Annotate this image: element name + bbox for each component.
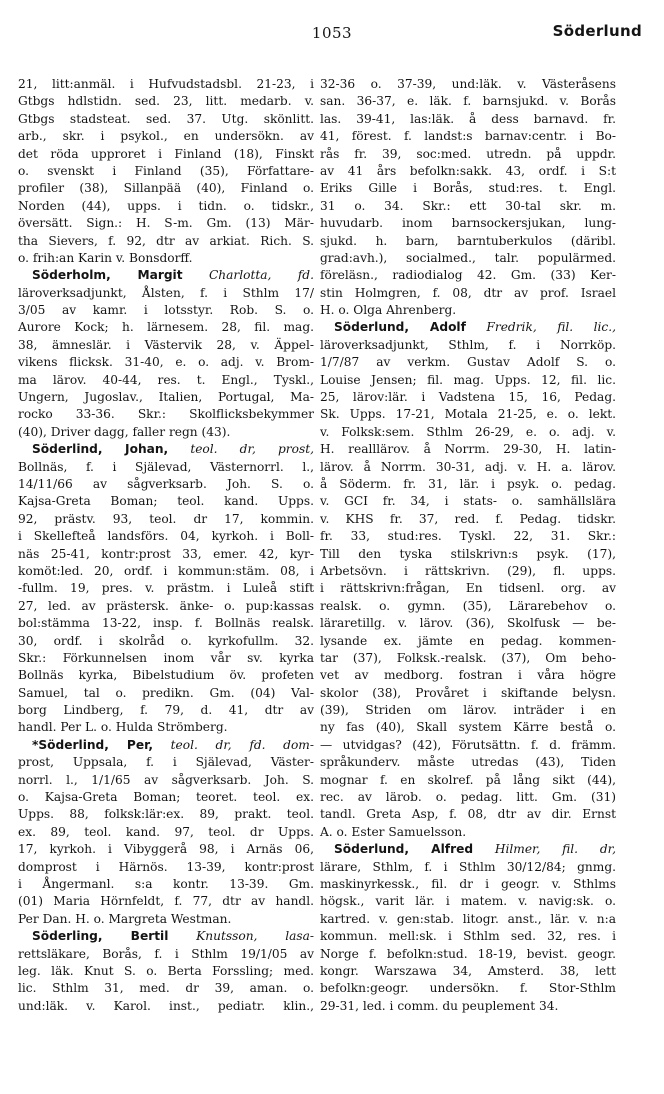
line-text: lysande ex. jämte en pedag. kommen- (320, 633, 616, 648)
entry-title-cont: lasa- (285, 929, 314, 944)
text-line (18, 859, 314, 876)
text-line (320, 737, 616, 754)
text-line (18, 876, 314, 893)
text-line (18, 685, 314, 702)
line-text: mognar f. en skolref. på lång sikt (44), (320, 772, 616, 787)
line-text: näs 25-41, kontr:prost 33, emer. 42, kyr- (18, 546, 314, 561)
line-text: 41, förest. f. landst:s barnav:centr. i Bo- (320, 129, 616, 144)
text-line (320, 215, 616, 232)
text-line (320, 563, 616, 580)
line-text: i rättskrivn:frågan, En tidsenl. org. av (320, 581, 616, 596)
line-text: i Ångermanl. s:a kontr. 13-39. Gm. (18, 876, 314, 891)
text-line (320, 928, 616, 945)
text-line (320, 667, 616, 684)
text-line (18, 198, 314, 215)
text-line (18, 528, 314, 545)
line-text: kartred. v. gen:stab. litogr. anst., lär. v. n:a (320, 911, 616, 926)
text-line (320, 424, 616, 441)
line-text: läraretillg. v. lärov. (36), Skolfusk — be- (320, 616, 616, 631)
text-line (18, 580, 314, 597)
line-text: komöt:led. 20, ordf. i kommun:stäm. 08, i (18, 563, 314, 578)
text-line (320, 702, 616, 719)
line-text: kongr. Warszawa 34, Amsterd. 38, lett (320, 963, 616, 978)
text-line (320, 128, 616, 145)
line-text: lärare, Sthlm, f. i Sthlm 30/12/84; gnmg. (320, 859, 616, 874)
text-line (18, 215, 314, 232)
text-line (18, 424, 314, 441)
text-line (320, 806, 616, 823)
line-text: tandl. Greta Asp, f. 08, dtr av dir. Ernst (320, 807, 616, 822)
text-line (320, 476, 616, 493)
line-text: rocko 33-36. Skr.: Skolflicksbekymmer (18, 407, 314, 422)
line-text: H. o. Olga Ahrenberg. (320, 303, 457, 318)
line-text: befolkn:geogr. undersökn. f. Stor-Sthlm (320, 981, 616, 996)
line-text: o. svenskt i Finland (35), Författare- (18, 163, 314, 178)
line-text: språkunderv. måste utredas (43), Tiden (320, 755, 616, 770)
line-text: Till den tyska stilskrivn:s psyk. (17), (320, 546, 616, 561)
text-line (18, 633, 314, 650)
line-text: läroverksadjunkt, Ålsten, f. i Sthlm 17/ (18, 285, 314, 300)
text-line (320, 946, 616, 963)
line-text: det röda upproret i Finland (18), Finskt (18, 146, 314, 161)
text-line (18, 441, 314, 458)
line-text: Louise Jensen; fil. mag. Upps. 12, fil. lic. (320, 372, 616, 387)
line-text: Samuel, tal o. predikn. Gm. (04) Val- (18, 685, 314, 700)
line-text: högsk., varit lär. i matem. v. navig:sk. o. (320, 894, 616, 909)
text-line (320, 163, 616, 180)
text-line (18, 667, 314, 684)
text-line (320, 233, 616, 250)
text-line (320, 893, 616, 910)
line-text: o. Kajsa-Greta Boman; teoret. teol. ex. (18, 790, 314, 805)
line-text: föreläsn., radiodialog 42. Gm. (33) Ker- (320, 268, 616, 283)
text-line (18, 267, 314, 284)
entry-heading: *Söderlind, Per, (32, 737, 153, 752)
text-line (18, 928, 314, 945)
text-line (320, 285, 616, 302)
text-line (18, 493, 314, 510)
line-text: lärov. å Norrm. 30-31, adj. v. H. a. lärov. (320, 459, 616, 474)
text-line (320, 146, 616, 163)
entry-heading: Söderholm, Margit (32, 268, 183, 283)
line-text: tar (37), Folksk.-realsk. (37), Om beho- (320, 650, 616, 665)
text-line (320, 111, 616, 128)
page-number: 1053 (311, 24, 353, 42)
text-line (18, 615, 314, 632)
line-text: (39), Striden om lärov. inträder i en (320, 703, 616, 718)
line-text: 25, lärov:lär. i Vadstena 15, 16, Pedag. (320, 390, 616, 405)
line-text: realsk. o. gymn. (35), Lärarebehov o. (320, 598, 616, 613)
line-text: Arbetsövn. i rättskrivn. (29), fl. upps. (320, 563, 616, 578)
line-text: 17, kyrkoh. i Vibyggerå 98, i Arnäs 06, (18, 842, 314, 857)
entry-title-cont: fd. (297, 268, 314, 283)
text-line (18, 650, 314, 667)
text-line (18, 285, 314, 302)
line-text: tha Sievers, f. 92, dtr av arkiat. Rich. S. (18, 233, 314, 248)
text-line (18, 233, 314, 250)
right-column (320, 76, 616, 1015)
line-text: 30, ordf. i skolråd o. kyrkofullm. 32. (18, 633, 314, 648)
line-text: stin Holmgren, f. 08, dtr av prof. Israel (320, 285, 616, 300)
text-line (320, 354, 616, 371)
text-line (320, 337, 616, 354)
text-line (18, 702, 314, 719)
line-text: H. realllärov. å Norrm. 29-30, H. latin- (320, 442, 616, 457)
line-text: läroverksadjunkt, Sthlm, f. i Norrköp. (320, 337, 616, 352)
line-text: arb., skr. i psykol., en undersökn. av (18, 129, 314, 144)
line-text: v. KHS fr. 37, red. f. Pedag. tidskr. (320, 511, 616, 526)
line-text: Skr.: Förkunnelsen inom vår sv. kyrka (18, 650, 314, 665)
text-line (320, 980, 616, 997)
line-text: handl. Per L. o. Hulda Strömberg. (18, 720, 228, 735)
line-text: Norge f. befolkn:stud. 18-19, bevist. geogr. (320, 946, 616, 961)
line-text: borg Lindberg, f. 79, d. 41, dtr av (18, 703, 314, 718)
line-text: grad:avh.), socialmed., talr. populärmed. (320, 250, 616, 265)
line-text: v. Folksk:sem. Sthlm 26-29, e. o. adj. v. (320, 424, 616, 439)
text-line (320, 998, 616, 1015)
entry-heading: Söderling, Bertil (32, 929, 169, 944)
text-line (18, 337, 314, 354)
text-line (320, 267, 616, 284)
line-text: 3/05 av kamr. i lotsstyr. Rob. S. o. (18, 303, 314, 318)
text-line (320, 319, 616, 336)
line-text: Bollnäs, f. i Själevad, Västernorrl. l., (18, 459, 314, 474)
line-text: Aurore Kock; h. lärnesem. 28, fil. mag. (18, 320, 314, 335)
line-text: Ungern, Jugoslav., Italien, Portugal, Ma- (18, 390, 314, 405)
text-line (18, 772, 314, 789)
text-line (18, 963, 314, 980)
text-line (18, 111, 314, 128)
text-line (320, 459, 616, 476)
line-text: prost, Uppsala, f. i Själevad, Väster- (18, 755, 314, 770)
line-text: Upps. 88, folksk:lär:ex. 89, prakt. teol. (18, 807, 314, 822)
line-text: las. 39-41, las:läk. å dess barnavd. fr. (320, 111, 616, 126)
text-line (18, 459, 314, 476)
text-line (18, 980, 314, 997)
line-text: skolor (38), Provåret i skiftande belysn. (320, 685, 616, 700)
text-line (320, 546, 616, 563)
text-line (18, 598, 314, 615)
line-text: und:läk. v. Karol. inst., pediatr. klin., (18, 998, 314, 1013)
line-text: av 41 års befolkn:sakk. 43, ordf. i S:t (320, 163, 616, 178)
text-line (18, 911, 314, 928)
text-line (320, 772, 616, 789)
line-text: lic. Sthlm 31, med. dr 39, aman. o. (18, 981, 314, 996)
text-line (320, 841, 616, 858)
text-line (18, 511, 314, 528)
left-column (18, 76, 314, 1015)
text-line (320, 911, 616, 928)
text-line (320, 93, 616, 110)
line-text: bol:stämma 13-22, insp. f. Bollnäs realsk. (18, 616, 314, 631)
line-text: i Skellefteå landsförs. 04, kyrkoh. i Boll- (18, 529, 314, 544)
entry-title: Charlotta, (182, 268, 298, 283)
text-line (18, 789, 314, 806)
entry-title: Knutsson, (168, 929, 286, 944)
line-text: -fullm. 19, pres. v. prästm. i Luleå stift (18, 581, 314, 596)
line-text: 21, litt:anmäl. i Hufvudstadsbl. 21-23, i (18, 77, 314, 91)
text-line (18, 389, 314, 406)
text-line (18, 546, 314, 563)
text-line (320, 441, 616, 458)
line-text: — utvidgas? (42), Förutsättn. f. d. främm. (320, 737, 616, 752)
text-line (320, 372, 616, 389)
line-text: 14/11/66 av sågverksarb. Joh. S. o. (18, 476, 314, 491)
line-text: Norden (44), upps. i tidn. o. tidskr., (18, 198, 314, 213)
text-line (18, 250, 314, 267)
line-text: 92, prästv. 93, teol. dr 17, kommin. (18, 511, 314, 526)
line-text: ma lärov. 40-44, res. t. Engl., Tyskl., (18, 372, 314, 387)
line-text: (40), Driver dagg, faller regn (43). (18, 424, 231, 439)
line-text: sjukd. h. barn, barntuberkulos (däribl. (320, 233, 616, 248)
line-text: san. 36-37, e. läk. f. barnsjukd. v. Borås (320, 94, 616, 109)
line-text: rec. av lärob. o. pedag. litt. Gm. (31) (320, 790, 616, 805)
line-text: Per Dan. H. o. Margreta Westman. (18, 911, 232, 926)
text-line (18, 946, 314, 963)
line-text: 29-31, led. i comm. du peuplement 34. (320, 998, 559, 1013)
line-text: å Söderm. fr. 31, lär. i psyk. o. pedag. (320, 476, 616, 491)
text-line (18, 824, 314, 841)
line-text: (01) Maria Hörnfeldt, f. 77, dtr av handl. (18, 894, 314, 909)
line-text: ex. 89, teol. kand. 97, teol. dr Upps. (18, 824, 314, 839)
text-line (320, 389, 616, 406)
text-line (18, 563, 314, 580)
text-line (18, 476, 314, 493)
text-line (320, 528, 616, 545)
text-line (18, 93, 314, 110)
entry-heading: Söderlund, Alfred (334, 842, 474, 857)
line-text: 1/7/87 av verkm. Gustav Adolf S. o. (320, 355, 616, 370)
text-line (320, 76, 616, 93)
text-line (18, 406, 314, 423)
text-line (18, 806, 314, 823)
text-line (320, 719, 616, 736)
text-line (320, 598, 616, 615)
text-line (320, 198, 616, 215)
line-text: huvudarb. inom barnsockersjukan, lung- (320, 216, 616, 231)
text-line (18, 737, 314, 754)
text-line (320, 754, 616, 771)
text-line (320, 511, 616, 528)
line-text: 32-36 o. 37-39, und:läk. v. Västeråsens (320, 77, 616, 91)
text-line (18, 302, 314, 319)
line-text: Sk. Upps. 17-21, Motala 21-25, e. o. lekt. (320, 407, 616, 422)
line-text: Gtbgs hdlstidn. sed. 23, litt. medarb. v. (18, 94, 314, 109)
text-line (18, 354, 314, 371)
text-line (18, 372, 314, 389)
line-text: vikens flicksk. 31-40, e. o. adj. v. Brom- (18, 355, 314, 370)
line-text: norrl. l., 1/1/65 av sågverksarb. Joh. S. (18, 772, 314, 787)
text-line (18, 163, 314, 180)
line-text: profiler (38), Sillanpää (40), Finland o. (18, 181, 314, 196)
line-text: 38, ämneslär. i Västervik 28, v. Äppel- (18, 337, 314, 352)
line-text: rås fr. 39, soc:med. utredn. på uppdr. (320, 146, 616, 161)
entry-title: Hilmer, (473, 842, 563, 857)
line-text: maskinyrkessk., fil. dr i geogr. v. Sthlms (320, 876, 616, 891)
text-line (320, 406, 616, 423)
text-line (320, 824, 616, 841)
text-line (320, 633, 616, 650)
text-line (320, 580, 616, 597)
line-text: översätt. Sign.: H. S-m. Gm. (13) Mär- (18, 216, 314, 231)
entry-title-cont: fil. dr, (562, 842, 616, 857)
text-line (320, 876, 616, 893)
text-line (18, 128, 314, 145)
entry-heading: Söderlund, Adolf (334, 320, 466, 335)
line-text: leg. läk. Knut S. o. Berta Forssling; med. (18, 963, 314, 978)
entry-title: Fredrik, (465, 320, 558, 335)
text-line (320, 859, 616, 876)
text-line (320, 493, 616, 510)
line-text: fr. 33, stud:res. Tyskl. 22, 31. Skr.: (320, 529, 616, 544)
text-line (320, 250, 616, 267)
text-line (18, 180, 314, 197)
text-line (320, 789, 616, 806)
text-line (320, 685, 616, 702)
line-text: Kajsa-Greta Boman; teol. kand. Upps. (18, 494, 314, 509)
line-text: 27, led. av prästersk. änke- o. pup:kassas (18, 598, 314, 613)
running-head: Söderlund (552, 22, 642, 40)
entry-title: teol. dr, prost, (168, 442, 314, 457)
text-line (320, 180, 616, 197)
text-line (18, 719, 314, 736)
text-line (320, 650, 616, 667)
line-text: Bollnäs kyrka, Bibelstudium öv. profeten (18, 668, 314, 683)
text-line (320, 302, 616, 319)
line-text: A. o. Ester Samuelsson. (320, 824, 467, 839)
line-text: vet av medborg. fostran i våra högre (320, 668, 616, 683)
line-text: 31 o. 34. Skr.: ett 30-tal skr. m. (320, 198, 616, 213)
line-text: v. GCI fr. 34, i stats- o. samhällslära (320, 494, 616, 509)
entry-heading: Söderlind, Johan, (32, 442, 169, 457)
text-line (18, 146, 314, 163)
entry-title: teol. dr, fd. dom- (152, 737, 314, 752)
text-line (320, 963, 616, 980)
line-text: ny fas (40), Skall system Kärre bestå o. (320, 720, 616, 735)
text-line (18, 76, 314, 93)
text-line (18, 998, 314, 1015)
line-text: Gtbgs stadsteat. sed. 37. Utg. skönlitt. (18, 111, 314, 126)
line-text: domprost i Härnös. 13-39, kontr:prost (18, 859, 314, 874)
text-line (18, 841, 314, 858)
text-line (18, 754, 314, 771)
line-text: kommun. mell:sk. i Sthlm sed. 32, res. i (320, 929, 616, 944)
text-line (320, 615, 616, 632)
text-line (18, 893, 314, 910)
line-text: o. frih:an Karin v. Bonsdorff. (18, 250, 193, 265)
text-line (18, 319, 314, 336)
entry-title-cont: fil. lic., (557, 320, 616, 335)
line-text: Eriks Gille i Borås, stud:res. t. Engl. (320, 181, 616, 196)
line-text: rettsläkare, Borås, f. i Sthlm 19/1/05 av (18, 946, 314, 961)
